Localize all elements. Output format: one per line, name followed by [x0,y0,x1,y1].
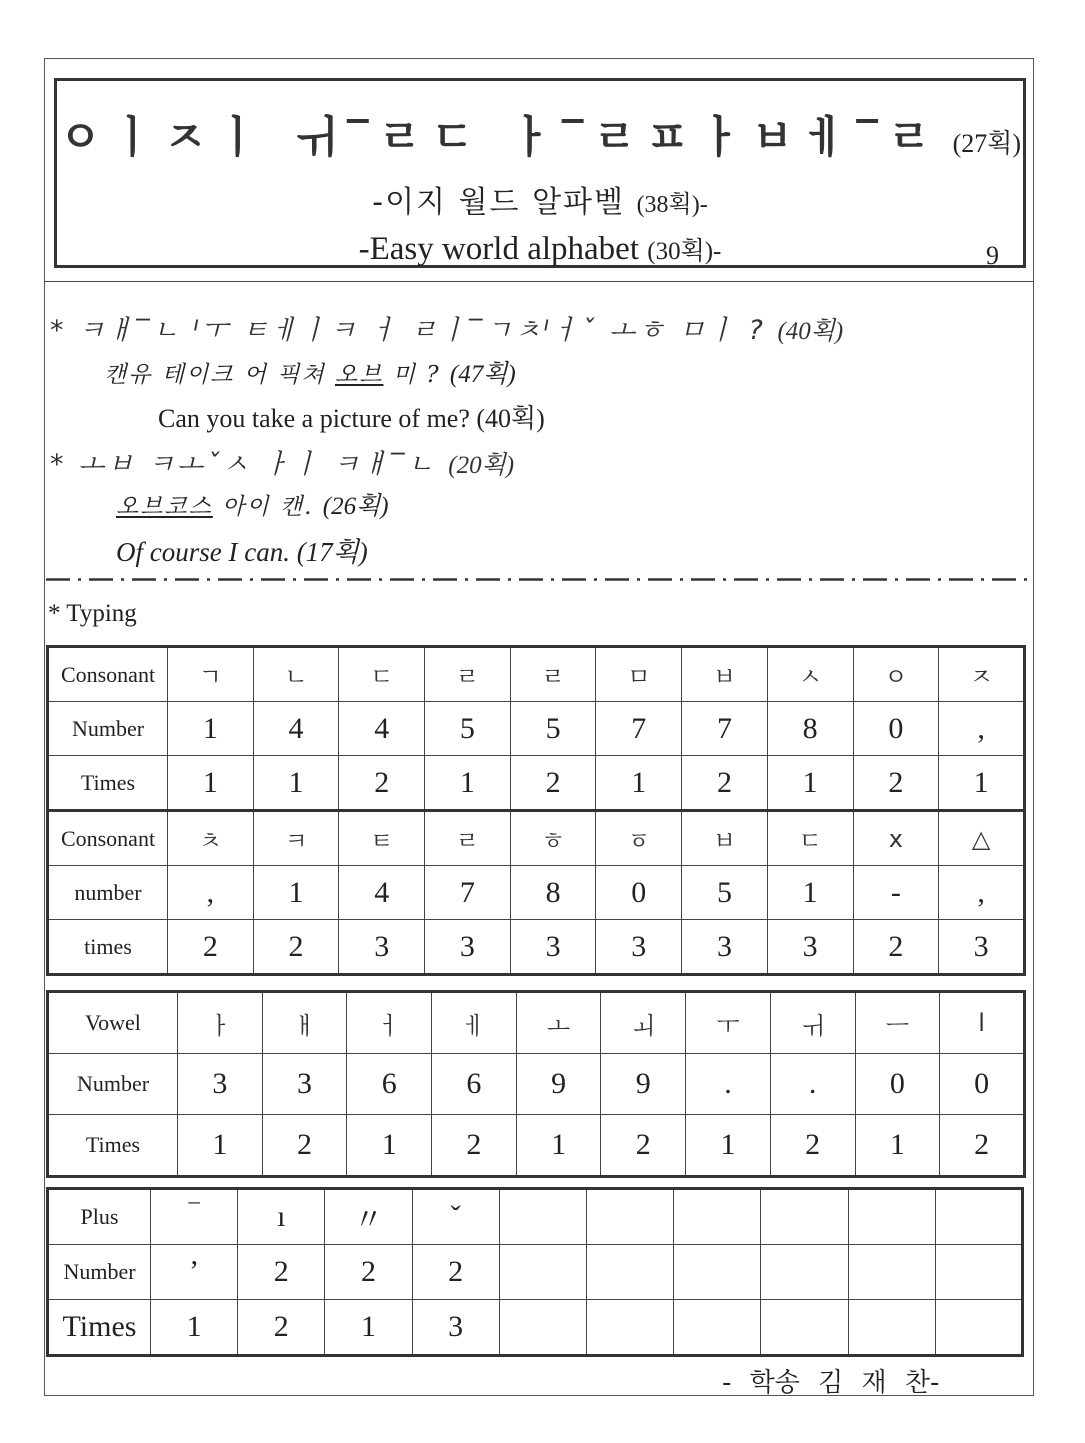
stroke-count: (20획) [448,452,515,479]
table-cell: 1 [347,1115,432,1177]
table-cell: 2 [262,1115,347,1177]
title-line [57,101,1023,165]
table-cell: - [853,866,939,920]
table-cell: 4 [339,866,425,920]
table-cell: . [770,1054,855,1115]
table-row [48,992,1025,1054]
table-cell: 2 [940,1115,1025,1177]
sentence-text: ㅗㅂ ㅋㅗˇㅅ ㅏㅣ ㅋㅐ‾ㄴ [78,449,437,480]
table-cell [674,1300,761,1356]
sentence-1-english [158,398,545,435]
table-cell: 1 [178,1115,263,1177]
title-glyphs: ㅇㅣㅈㅣ ㅟ‾ㄹㄷ ㅏ‾ㄹㅍㅏㅂㅔ‾ㄹ [58,112,941,163]
title-box [54,78,1026,268]
table-cell: 2 [238,1245,325,1300]
table-cell: 7 [682,702,768,756]
table-cell: 1 [151,1300,238,1356]
table-cell: ㅐ [262,992,347,1054]
stroke-count: (47획) [449,361,516,388]
sentence-text: Can you take a picture of me? [158,404,470,433]
table-cell: 1 [686,1115,771,1177]
table-cell: 0 [853,702,939,756]
table-cell: ㄹ [425,811,511,866]
table-cell [848,1300,935,1356]
table-cell: ı [238,1189,325,1245]
typing-label: * Typing [48,600,137,627]
sentence-2-english [116,530,368,569]
table-cell: 5 [425,702,511,756]
table-cell [848,1245,935,1300]
table-cell: 0 [596,866,682,920]
sentence-text: ㅋㅐ‾ㄴ ᑊㅜ ㅌㅔㅣㅋ ㅓ ㄹㅣ‾ㄱㅊᑊㅓˇ ㅗㅎ ㅁㅣ ? [78,315,766,346]
table-cell: 2 [682,756,768,811]
sentence-2-korean [116,486,389,522]
sentence-text: 아이 캔. [212,494,314,520]
table-cell: 1 [855,1115,940,1177]
table-row [48,756,1025,811]
table-cell: 9 [516,1054,601,1115]
table-cell: 2 [432,1115,517,1177]
table-cell [674,1189,761,1245]
table-cell: x [853,811,939,866]
table-cell [935,1189,1022,1245]
table-cell: 3 [510,920,596,975]
table-cell: , [168,866,254,920]
table-cell: ㅊ [168,811,254,866]
table-cell [499,1189,586,1245]
table-cell: . [686,1054,771,1115]
table-cell: 7 [596,702,682,756]
table-cell [848,1189,935,1245]
sentence-text-after: 미 ? [383,362,441,388]
table-cell: ㄴ [253,647,339,702]
table-cell: ㅡ [855,992,940,1054]
table-cell: 1 [253,866,339,920]
sentence-1-easy-alphabet [50,308,843,347]
table-cell: 3 [682,920,768,975]
consonant-table [46,645,1026,976]
table-cell: 0 [855,1054,940,1115]
table-cell: ㄷ [339,647,425,702]
table-cell: ㅜ [686,992,771,1054]
table-cell: 2 [412,1245,499,1300]
table-row [48,811,1025,866]
table-cell [674,1245,761,1300]
vowel-table [46,990,1026,1178]
row-label: Number [48,1245,151,1300]
table-cell: ㅋ [253,811,339,866]
stroke-count: (40획) [476,404,545,433]
table-cell: △ [939,811,1025,866]
table-cell: 3 [425,920,511,975]
row-label: Number [48,702,168,756]
table-cell: 3 [178,1054,263,1115]
row-label: Consonant [48,647,168,702]
table-cell [761,1300,848,1356]
table-cell: 1 [253,756,339,811]
table-cell: 〃 [325,1189,412,1245]
subtitle-korean [57,177,1023,221]
stroke-count: (17획) [296,537,368,567]
table-cell: 9 [601,1054,686,1115]
table-cell: 2 [325,1245,412,1300]
table-cell [935,1300,1022,1356]
table-cell: ㅟ [770,992,855,1054]
subtitle-english-text: -Easy world alphabet [358,231,639,267]
table-cell: ˇ [412,1189,499,1245]
stroke-count: (40획) [777,318,844,345]
table-cell: 8 [767,702,853,756]
table-cell: 3 [262,1054,347,1115]
subtitle-korean-text: -이지 월드 알파벨 [372,185,626,220]
sentence-text: 캔유 테이크 어 픽쳐 [104,362,335,388]
row-label: Times [48,756,168,811]
table-cell: ㅎ [510,811,596,866]
sentence-underlined: 오브 [335,362,384,388]
row-label: number [48,866,168,920]
bullet-marker: * [50,449,67,480]
table-row [48,1189,1023,1245]
subtitle-korean-count: (38획)- [636,192,708,218]
row-label: Consonant [48,811,168,866]
table-cell: 2 [510,756,596,811]
table-cell: 2 [853,756,939,811]
title-stroke-count: (27획) [952,129,1022,158]
table-cell: 2 [253,920,339,975]
table-row [48,647,1025,702]
table-cell: ㅗ [516,992,601,1054]
table-cell: 2 [853,920,939,975]
table-cell [586,1189,673,1245]
page-number: 9 [986,241,999,270]
table-cell: ㅅ [767,647,853,702]
table-cell: 3 [939,920,1025,975]
row-label: times [48,920,168,975]
table-cell: ㅂ [682,647,768,702]
table-cell: 1 [767,866,853,920]
row-label: Vowel [48,992,178,1054]
table-cell: 1 [325,1300,412,1356]
table-cell: ㄷ [767,811,853,866]
table-cell: ㅔ [432,992,517,1054]
table-cell: ㅈ [939,647,1025,702]
table-cell [586,1245,673,1300]
table-cell [761,1245,848,1300]
plus-table [46,1187,1024,1357]
table-row [48,866,1025,920]
table-cell: 0 [940,1054,1025,1115]
table-cell: 1 [767,756,853,811]
table-cell [499,1245,586,1300]
table-cell: 2 [339,756,425,811]
table-cell: ‾ [151,1189,238,1245]
table-cell: ㅌ [339,811,425,866]
table-row [48,1054,1025,1115]
table-cell: 1 [168,756,254,811]
table-cell: 6 [432,1054,517,1115]
table-cell: , [939,866,1025,920]
table-cell: ㄹ [425,647,511,702]
table-cell: 4 [253,702,339,756]
table-cell: 2 [168,920,254,975]
table-cell: ㆆ [596,811,682,866]
table-cell: ㄹ [510,647,596,702]
table-cell [761,1189,848,1245]
table-cell: ㅁ [596,647,682,702]
table-row [48,702,1025,756]
table-row [48,920,1025,975]
table-cell: 1 [516,1115,601,1177]
table-cell: 2 [238,1300,325,1356]
subtitle-english [57,231,1023,268]
row-label: Times [48,1300,151,1356]
table-row [48,1115,1025,1177]
table-cell: 5 [510,702,596,756]
table-cell: 7 [425,866,511,920]
table-cell: 1 [168,702,254,756]
table-cell [499,1300,586,1356]
table-cell: ㅇ [853,647,939,702]
table-cell: ʼ [151,1245,238,1300]
table-cell: 8 [510,866,596,920]
table-cell: ㅓ [347,992,432,1054]
sentence-2-easy-alphabet [50,442,514,481]
author-signature: - 학송 김 재 찬- [722,1368,940,1398]
table-cell: , [939,702,1025,756]
table-cell: 4 [339,702,425,756]
subtitle-english-count: (30획)- [647,238,722,265]
table-cell: ㅂ [682,811,768,866]
table-cell: 2 [770,1115,855,1177]
sentence-text: Of course I can. [116,537,290,567]
row-label: Plus [48,1189,151,1245]
dash-dot-divider [46,578,1034,581]
row-label: Number [48,1054,178,1115]
table-row [48,1245,1023,1300]
row-label: Times [48,1115,178,1177]
table-row [48,1300,1023,1356]
table-cell [935,1245,1022,1300]
table-cell: 1 [425,756,511,811]
stroke-count: (26획) [322,493,389,520]
table-cell: ㄱ [168,647,254,702]
table-cell: 5 [682,866,768,920]
table-cell: 3 [339,920,425,975]
table-cell: 3 [412,1300,499,1356]
table-cell: 6 [347,1054,432,1115]
table-cell: 2 [601,1115,686,1177]
table-cell: 1 [939,756,1025,811]
table-cell: 3 [596,920,682,975]
table-cell: ㅚ [601,992,686,1054]
sentence-underlined: 오브코스 [116,494,213,520]
table-cell: 1 [596,756,682,811]
table-cell: ㅏ [178,992,263,1054]
title-divider [44,281,1034,282]
table-cell: 3 [767,920,853,975]
table-cell: l [940,992,1025,1054]
bullet-marker: * [50,315,67,346]
table-cell [586,1300,673,1356]
sentence-1-korean [104,354,516,390]
